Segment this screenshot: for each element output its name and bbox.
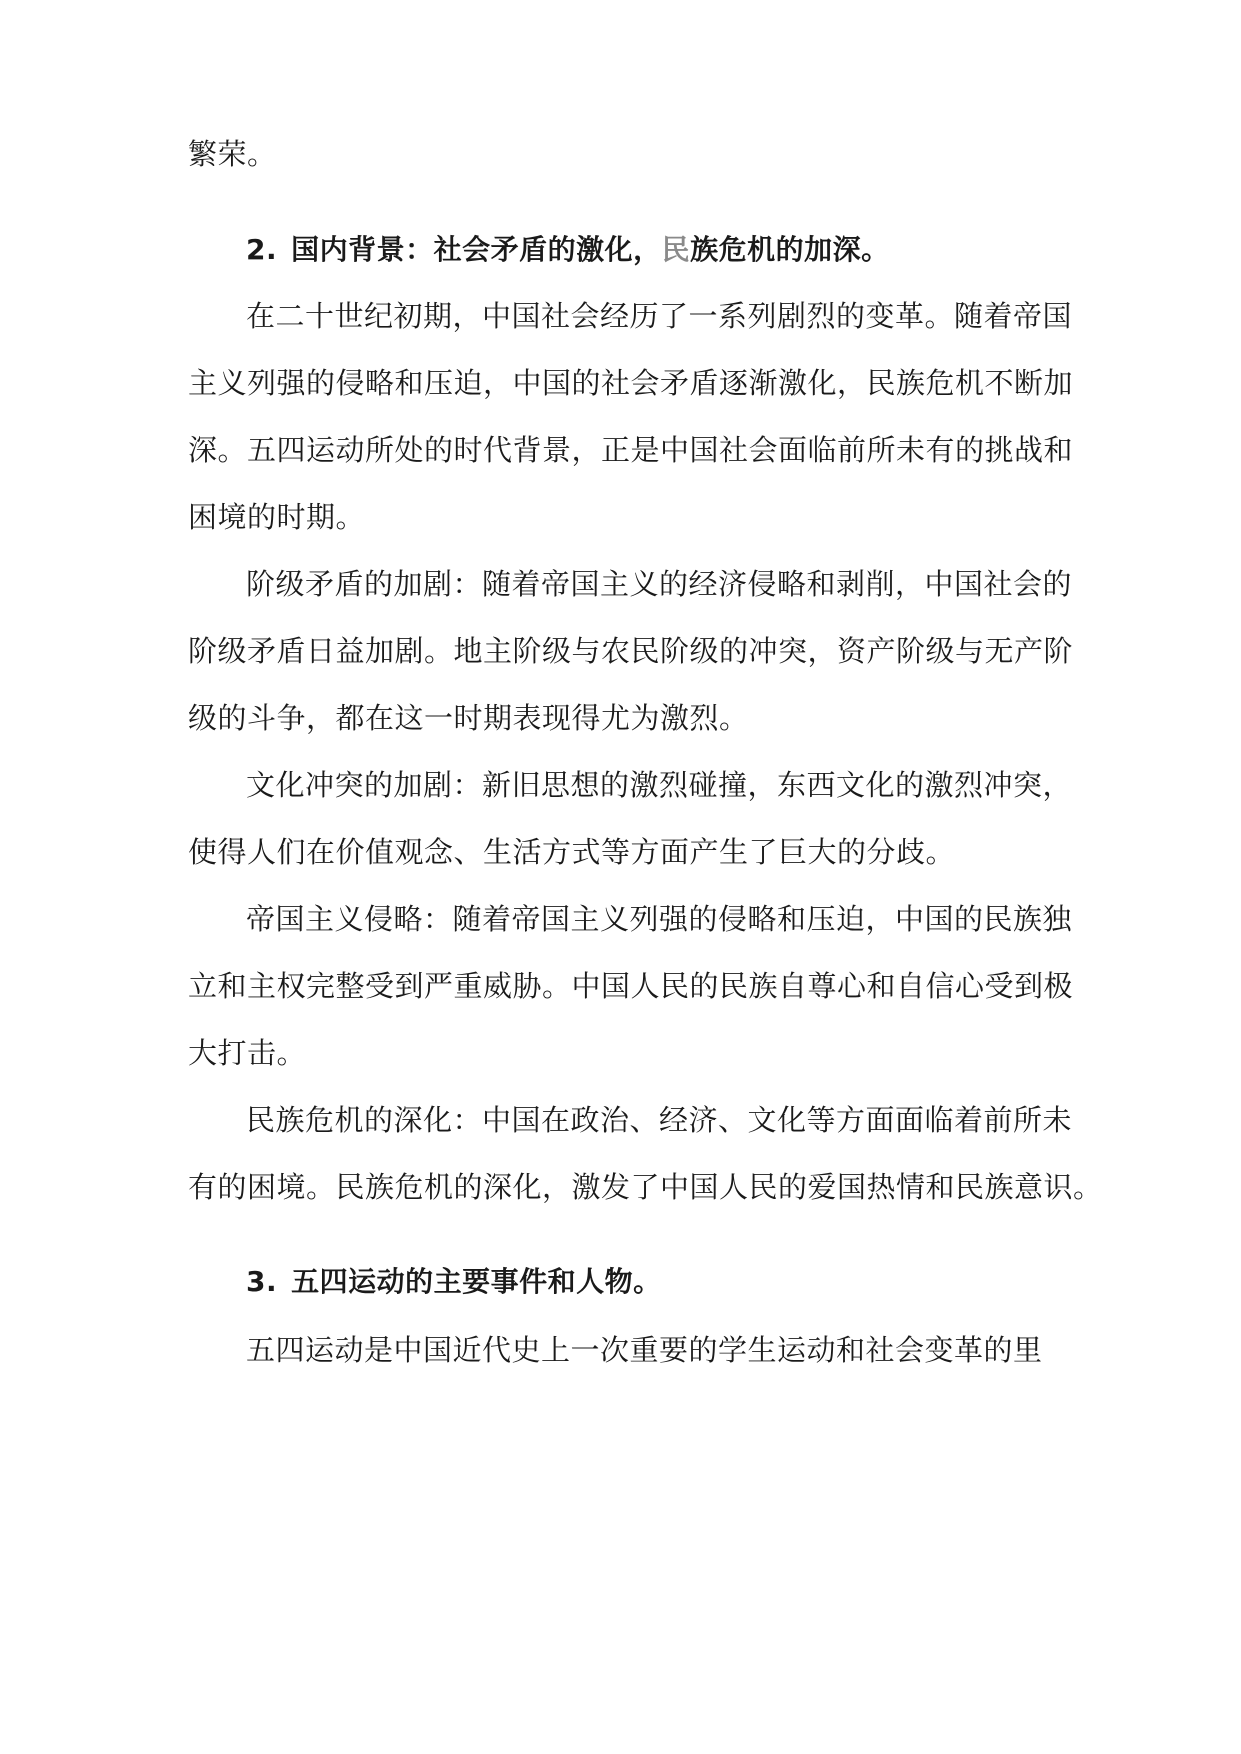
paragraph-line: 大打击。 [188,1036,307,1070]
paragraph-line: 在二十世纪初期，中国社会经历了一系列剧烈的变革。随着帝国 [246,299,1073,333]
paragraph-line: 立和主权完整受到严重威胁。中国人民的民族自尊心和自信心受到极 [188,969,1074,1003]
paragraph-line: 深。五四运动所处的时代背景，正是中国社会面临前所未有的挑战和 [188,433,1074,467]
heading-text: 五四运动的主要事件和人物。 [291,1265,662,1298]
paragraph-line: 繁荣。 [188,137,277,171]
section-heading-2 [246,230,1126,270]
paragraph-line: 文化冲突的加剧：新旧思想的激烈碰撞，东西文化的激烈冲突， [246,768,1073,802]
heading-text-highlight: 民 [661,233,691,266]
paragraph-line: 使得人们在价值观念、生活方式等方面产生了巨大的分歧。 [188,835,956,869]
heading-text: 族危机的加深。 [690,233,890,266]
paragraph-line: 困境的时期。 [188,500,366,534]
heading-number: 2. [246,233,278,266]
section-heading-3 [246,1262,1126,1302]
paragraph-line: 帝国主义侵略：随着帝国主义列强的侵略和压迫，中国的民族独 [246,902,1073,936]
paragraph-line: 级的斗争，都在这一时期表现得尤为激烈。 [188,701,749,735]
paragraph-line: 阶级矛盾的加剧：随着帝国主义的经济侵略和剥削，中国社会的 [246,567,1073,601]
paragraph-line: 民族危机的深化：中国在政治、经济、文化等方面面临着前所未 [246,1103,1073,1137]
paragraph-line: 阶级矛盾日益加剧。地主阶级与农民阶级的冲突，资产阶级与无产阶 [188,634,1074,668]
paragraph-line: 五四运动是中国近代史上一次重要的学生运动和社会变革的里 [246,1333,1043,1367]
heading-text: 国内背景：社会矛盾的激化， [291,233,662,266]
paragraph-line: 有的困境。民族危机的深化，激发了中国人民的爱国热情和民族意识。 [188,1170,1103,1204]
paragraph-line: 主义列强的侵略和压迫，中国的社会矛盾逐渐激化，民族危机不断加 [188,366,1074,400]
heading-number: 3. [246,1265,278,1298]
